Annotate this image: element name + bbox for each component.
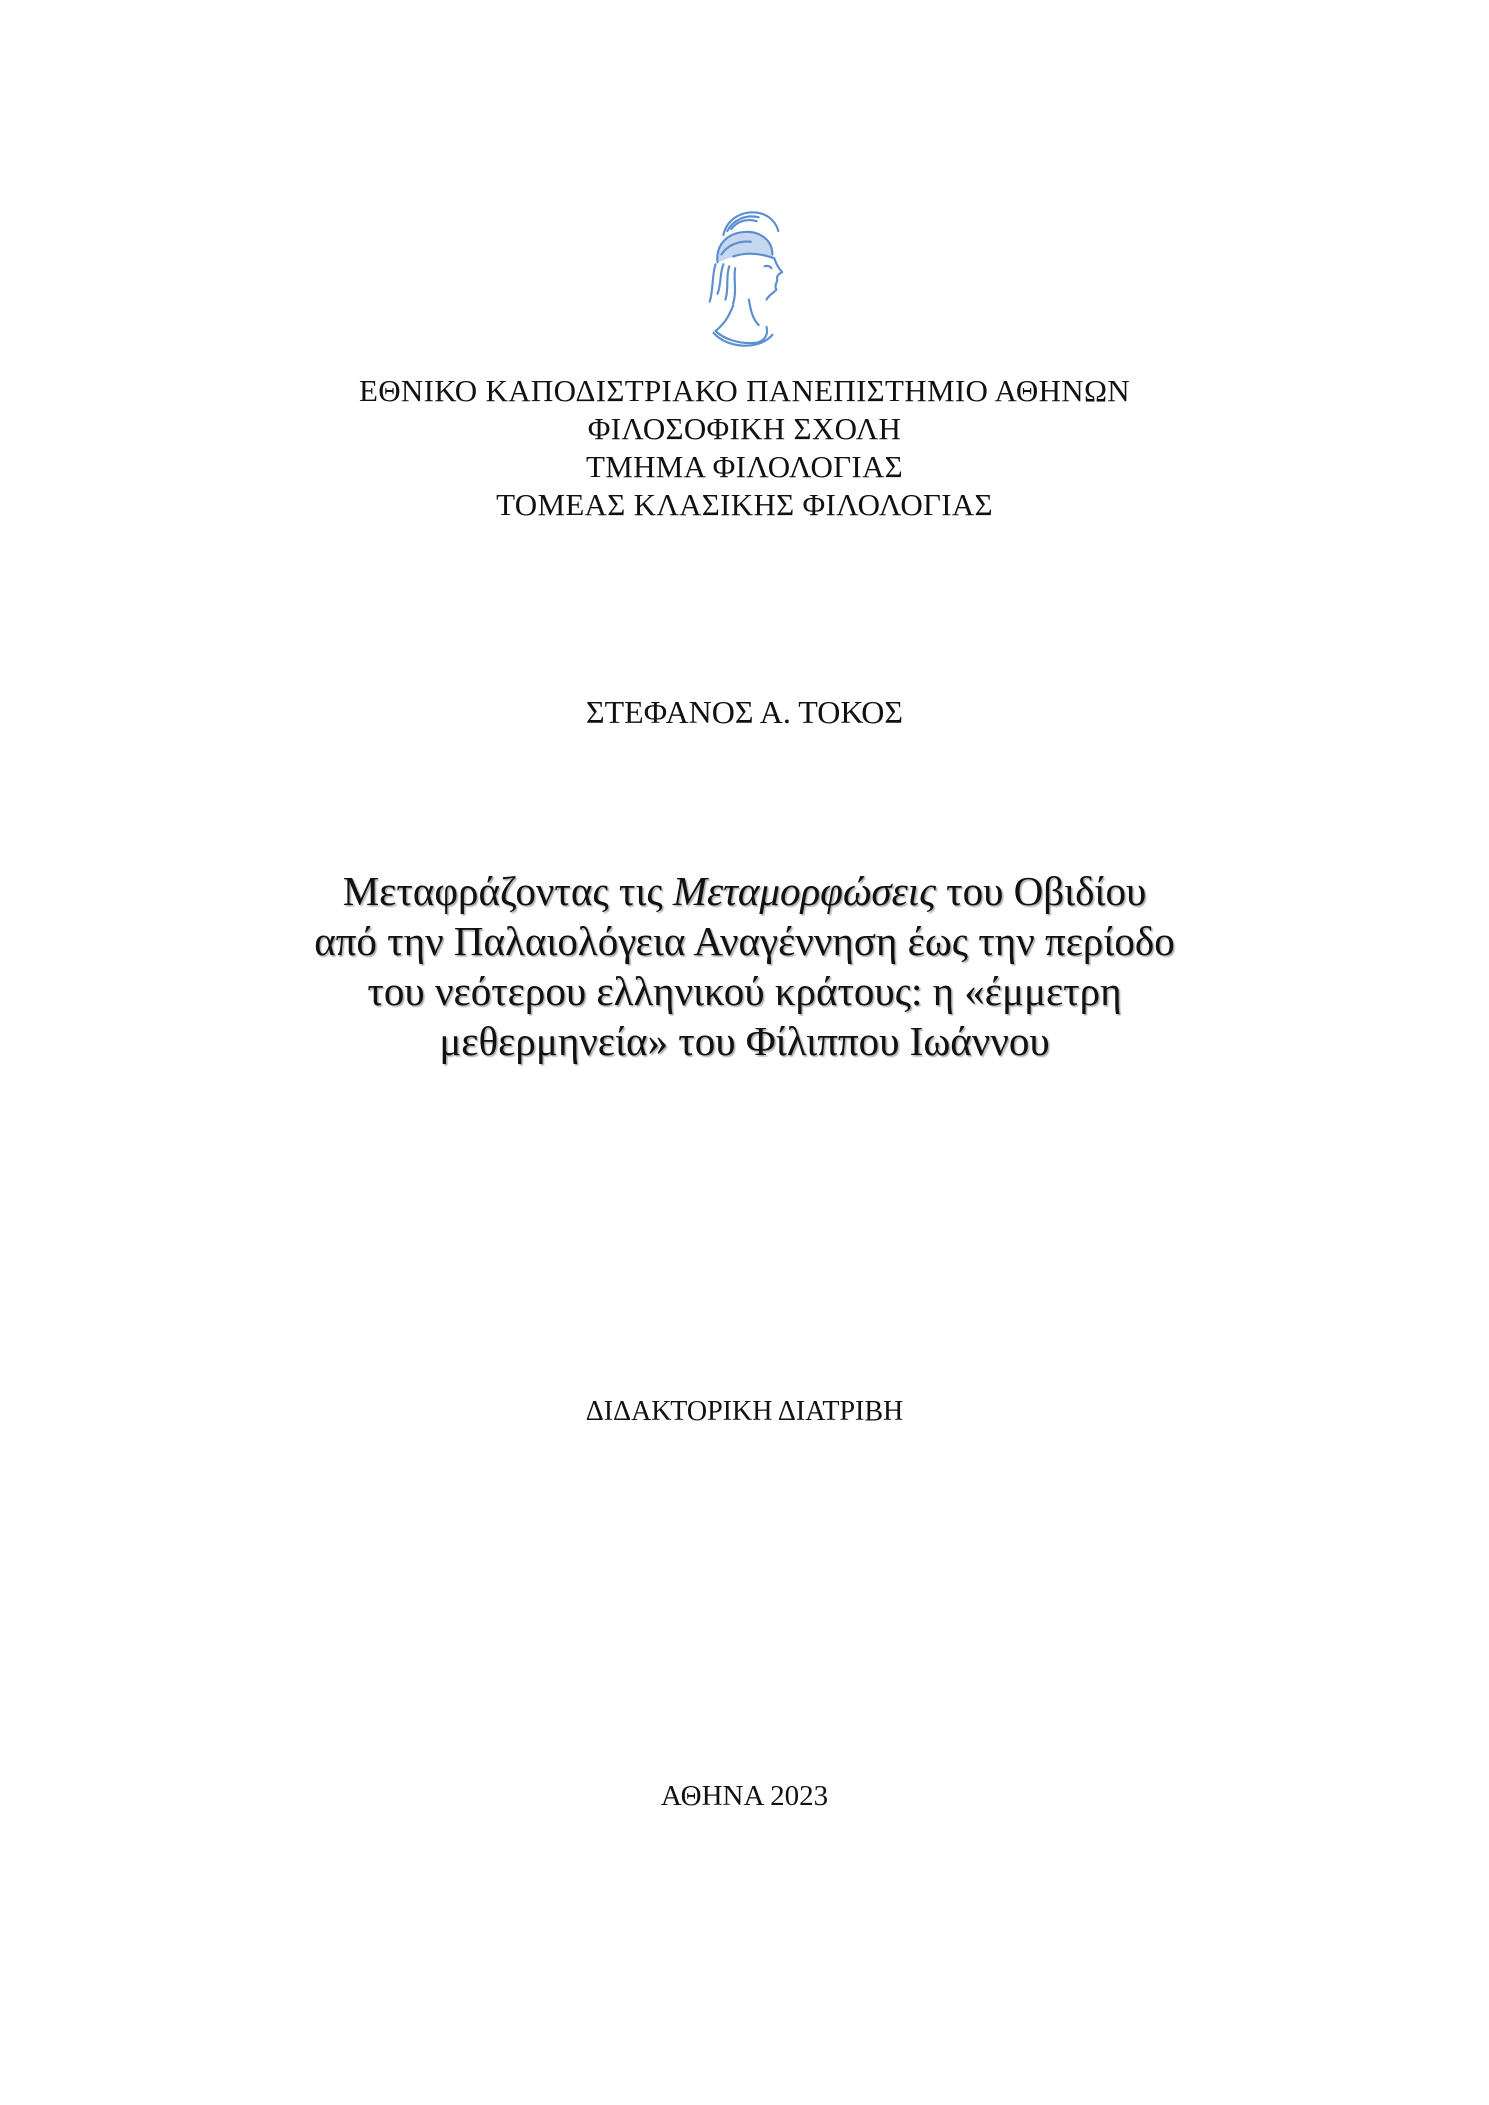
title-line-2: από την Παλαιολόγεια Αναγέννηση έως την περίοδο — [314, 918, 1175, 964]
institution-block — [0, 372, 1489, 524]
title-line-4: μεθερμηνεία» του Φίλιππου Ιωάννου — [439, 1018, 1050, 1064]
athena-head-emblem-icon — [694, 204, 792, 354]
section-name: ΤΟΜΕΑΣ ΚΛΑΣΙΚΗΣ ΦΙΛΟΛΟΓΙΑΣ — [496, 487, 993, 522]
title-italic-work: Μεταμορφώσεις — [672, 868, 936, 914]
title-line-1-pre: Μεταφράζοντας τις — [342, 868, 673, 914]
title-line-1-post: του Οβιδίου — [935, 868, 1147, 914]
thesis-title — [0, 866, 1489, 1066]
place-year: ΑΘΗΝΑ 2023 — [660, 1780, 829, 1812]
document-type: ΔΙΔΑΚΤΟΡΙΚΗ ΔΙΑΤΡΙΒΗ — [585, 1396, 904, 1427]
university-name: ΕΘΝΙΚΟ ΚΑΠΟΔΙΣΤΡΙΑΚΟ ΠΑΝΕΠΙΣΤΗΜΙΟ ΑΘΗΝΩΝ — [359, 373, 1130, 408]
school-name: ΦΙΛΟΣΟΦΙΚΗ ΣΧΟΛΗ — [587, 411, 902, 446]
author-name: ΣΤΕΦΑΝΟΣ Α. ΤΟΚΟΣ — [585, 694, 903, 730]
department-name: ΤΜΗΜΑ ΦΙΛΟΛΟΓΙΑΣ — [585, 449, 904, 484]
title-line-3: του νεότερου ελληνικού κράτους: η «έμμετρη — [367, 968, 1122, 1014]
title-line-1 — [0, 866, 1489, 916]
